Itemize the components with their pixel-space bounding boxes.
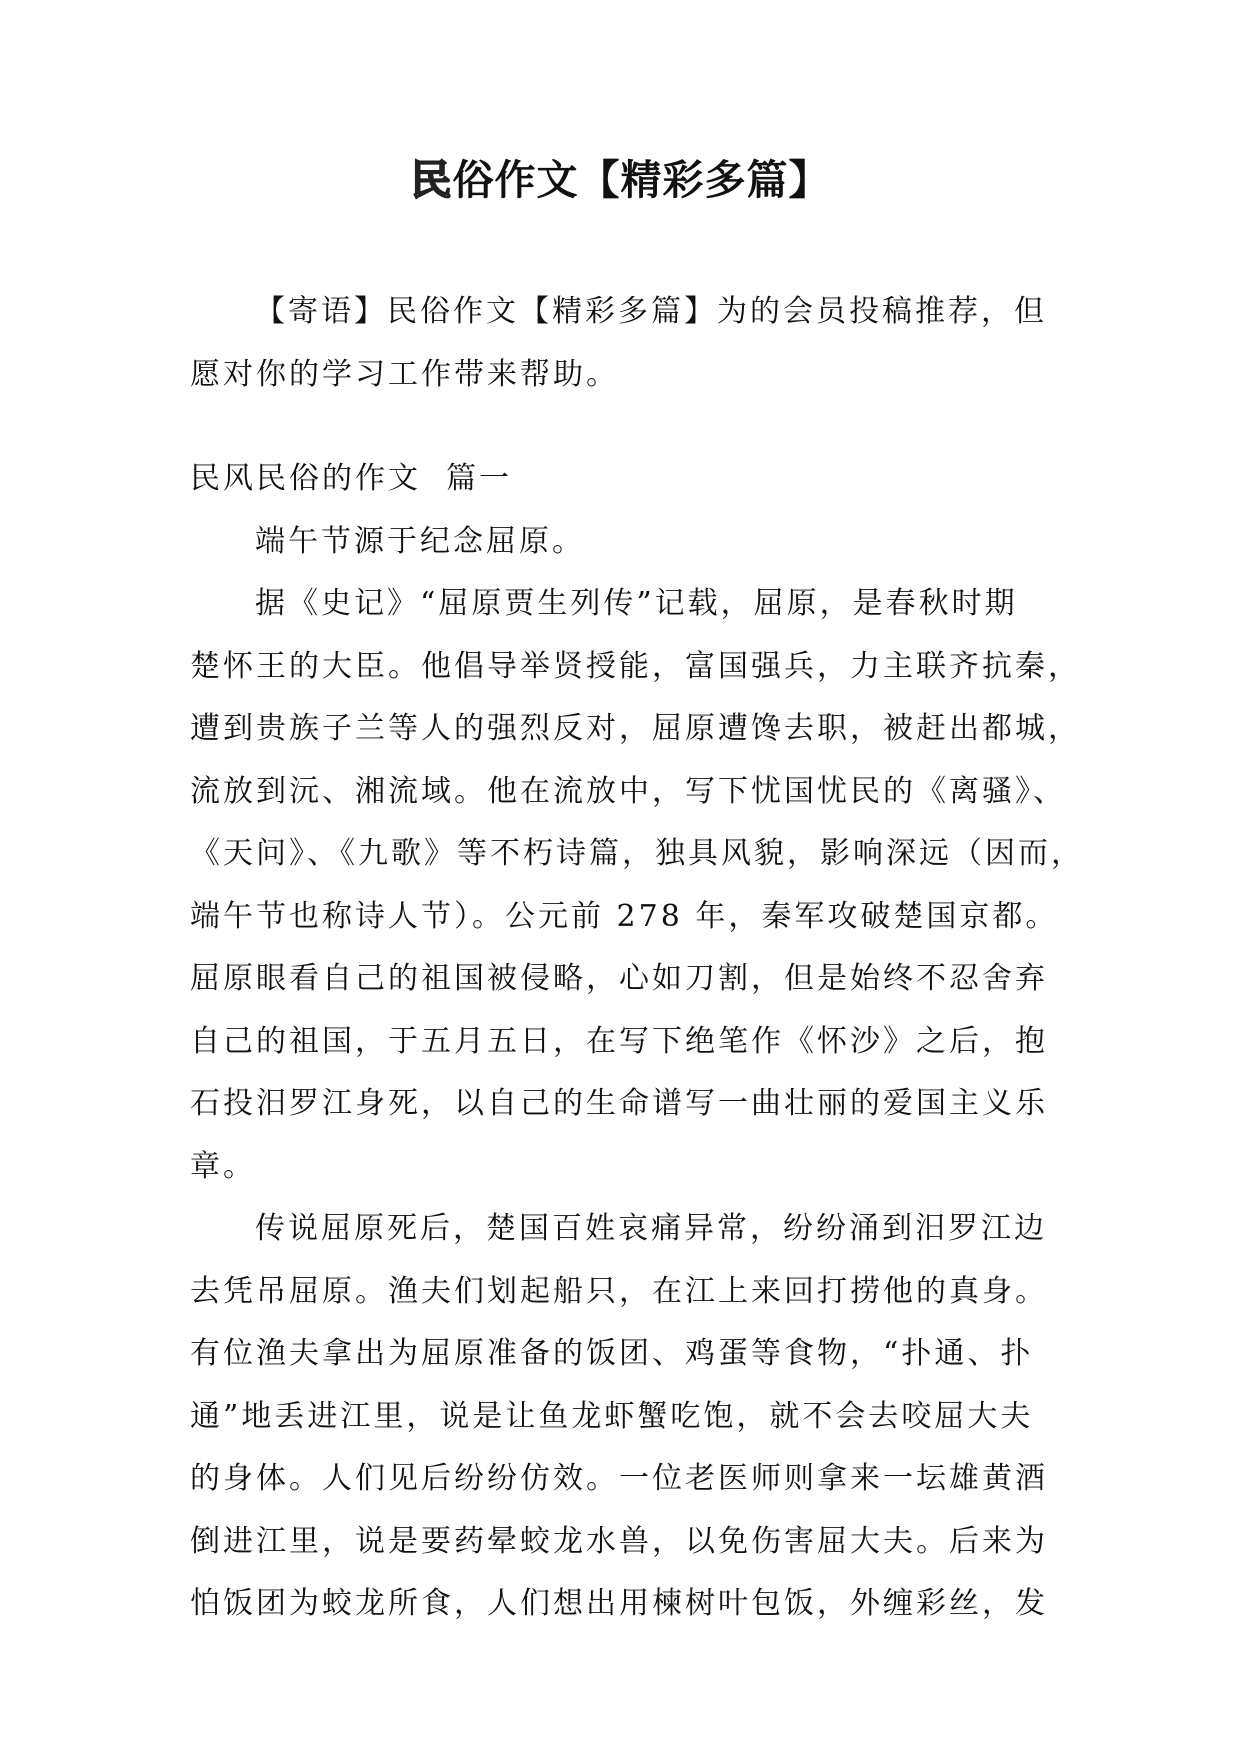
paragraph-line: 有位渔夫拿出为屈原准备的饭团、鸡蛋等食物，“扑通、扑 [190, 1336, 1034, 1371]
section-heading: 民风民俗的作文 篇一 [190, 461, 513, 496]
title-rest: 俗作文【精彩多篇】 [452, 156, 831, 204]
document-title [0, 150, 1241, 210]
paragraph-line: 去凭吊屈原。渔夫们划起船只，在江上来回打捞他的真身。 [190, 1273, 1048, 1309]
paragraph-line: 自己的祖国，于五月五日，在写下绝笔作《怀沙》之后，抱 [190, 1023, 1048, 1059]
paragraph-line: 的身体。人们见后纷纷仿效。一位老医师则拿来一坛雄黄酒 [190, 1461, 1048, 1496]
paragraph-line: 端午节也称诗人节）。公元前 278 年，秦军攻破楚国京都。 [190, 898, 1059, 934]
paragraph-line: 屈原眼看自己的祖国被侵略，心如刀割，但是始终不忍舍弃 [190, 961, 1048, 996]
paragraph-gap [190, 406, 1050, 448]
paragraph-line: 通”地丢进江里，说是让鱼龙虾蟹吃饱，就不会去咬屈大夫 [190, 1398, 1034, 1434]
paragraph-line: 怕饭团为蛟龙所食，人们想出用楝树叶包饭，外缠彩丝，发 [190, 1586, 1048, 1621]
paragraph-line: 楚怀王的大臣。他倡导举贤授能，富国强兵，力主联齐抗秦， [190, 648, 1081, 684]
title-first-char: 民 [410, 156, 453, 204]
paragraph-line: 传说屈原死后，楚国百姓哀痛异常，纷纷涌到汨罗江边 [255, 1211, 1047, 1246]
paragraph-line: 倒进江里，说是要药晕蛟龙水兽，以免伤害屈大夫。后来为 [190, 1523, 1048, 1559]
paragraph-line: 流放到沅、湘流域。他在流放中，写下忧国忧民的《离骚》、 [190, 773, 1066, 809]
intro-line: 【寄语】民俗作文【精彩多篇】为的会员投稿推荐，但 [255, 294, 1047, 329]
paragraph-line: 端午节源于纪念屈原。 [255, 523, 585, 559]
paragraph-line: 章。 [190, 1148, 256, 1184]
paragraph-line: 遭到贵族子兰等人的强烈反对，屈原遭馋去职，被赶出都城， [190, 711, 1081, 746]
paragraph-line: 石投汨罗江身死，以自己的生命谱写一曲壮丽的爱国主义乐 [190, 1086, 1048, 1121]
paragraph-line: 据《史记》“屈原贾生列传”记载，屈原，是春秋时期 [255, 586, 1018, 621]
document-body [190, 281, 1084, 1636]
intro-line: 愿对你的学习工作带来帮助。 [190, 356, 619, 392]
paragraph-line: 《天问》、《九歌》等不朽诗篇，独具风貌，影响深远（因而， [190, 836, 1084, 871]
